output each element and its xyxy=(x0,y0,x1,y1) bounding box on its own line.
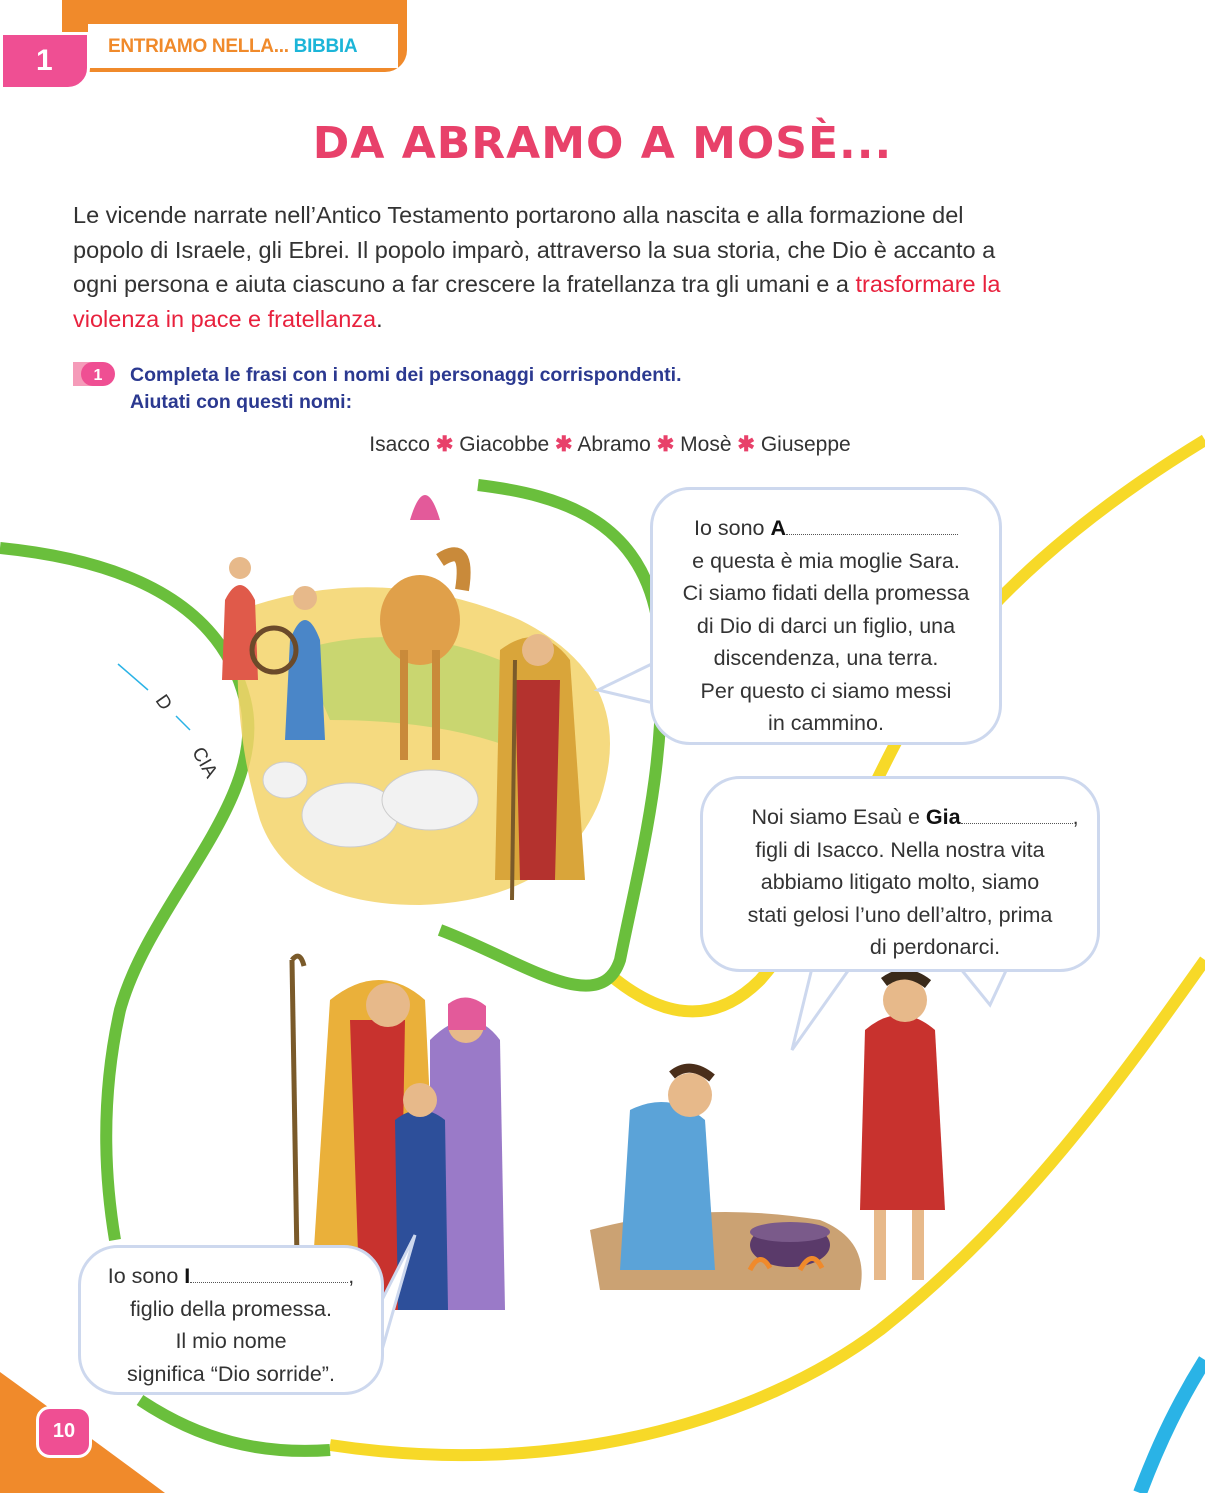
bubble-letter: Gia xyxy=(925,805,961,829)
bubble-line-fill xyxy=(81,1260,381,1293)
bubble-suffix: , xyxy=(348,1264,355,1288)
exercise-badge xyxy=(73,362,115,386)
name-item: Giuseppe xyxy=(760,433,851,456)
chapter-number: 1 xyxy=(36,44,53,77)
bubble-line: stati gelosi l’uno dell’altro, prima xyxy=(747,902,1053,927)
speech-bubble-giacobbe xyxy=(700,776,1100,972)
cyan-path xyxy=(1140,1360,1205,1493)
section-label-text: ENTRIAMO NELLA... xyxy=(108,36,289,57)
bubble-line-fill xyxy=(653,512,999,545)
bubble-prefix: Noi siamo Esaù e xyxy=(751,805,926,829)
speech-bubble-isacco xyxy=(78,1245,384,1395)
bubble-suffix: , xyxy=(1072,805,1079,829)
bubble-line: abbiamo litigato molto, siamo xyxy=(760,870,1040,894)
page-number: 10 xyxy=(52,1420,76,1442)
bubble-line: Ci siamo fidati della promessa xyxy=(682,581,970,605)
answer-blank[interactable] xyxy=(190,1262,348,1283)
bubble-line: in cammino. xyxy=(768,711,884,735)
bubble-line-fill xyxy=(703,801,1097,834)
intro-text: Le vicende narrate nell’Antico Testamento portarono alla nascita e alla formazione del popolo di Israele, gli Ebrei. Il popolo imparò, attraverso la sua storia, che Dio è accanto a ogni persona e aiuta ciascuno a far crescere la fratellanza tra gli umani e a xyxy=(73,202,996,297)
bubble-prefix: Io sono xyxy=(693,516,771,540)
answer-blank[interactable] xyxy=(961,803,1073,824)
name-item: Mosè xyxy=(680,433,732,456)
bubble-line: figlio della promessa. xyxy=(130,1296,332,1321)
exercise-instruction xyxy=(130,362,682,416)
section-label xyxy=(108,36,357,58)
intro-paragraph xyxy=(73,198,1023,336)
bubble-prefix: Io sono xyxy=(107,1264,185,1288)
speech-bubble-abramo xyxy=(650,487,1002,745)
exercise-number: 1 xyxy=(93,367,103,384)
bubble-letter: I xyxy=(184,1264,191,1288)
bubble-line: significa “Dio sorride”. xyxy=(127,1361,335,1386)
asterisk-icon: ✱ xyxy=(435,433,454,456)
page-title xyxy=(0,118,1205,169)
name-item: Isacco xyxy=(369,433,430,456)
page-title-text: DA ABRAMO A MOSÈ... xyxy=(312,118,893,169)
path-label-cia: CIA xyxy=(187,743,222,782)
instruction-line2: Aiutati con questi nomi: xyxy=(130,391,353,413)
bubble-line: Per questo ci siamo messi xyxy=(700,678,952,703)
bubble-line: di Dio di darci un figlio, una xyxy=(696,613,956,638)
bubble-line: figli di Isacco. Nella nostra vita xyxy=(755,837,1045,862)
instruction-line1: Completa le frasi con i nomi dei personaggi corrispondenti. xyxy=(130,364,682,386)
asterisk-icon: ✱ xyxy=(737,433,755,456)
bubble-line: Il mio nome xyxy=(175,1329,287,1353)
brothers-illustration xyxy=(590,974,945,1290)
name-item: Giacobbe xyxy=(459,433,550,456)
section-highlight: BIBBIA xyxy=(293,36,358,57)
intro-highlight: trasformare la violenza in pace e fratellanza xyxy=(73,271,1001,332)
asterisk-icon: ✱ xyxy=(555,433,573,456)
bubble-line: e questa è mia moglie Sara. xyxy=(692,548,960,573)
green-path-3 xyxy=(140,1400,330,1451)
bubble-line: discendenza, una terra. xyxy=(713,646,939,670)
answer-blank[interactable] xyxy=(786,514,958,535)
caravan-illustration xyxy=(222,495,610,905)
name-list xyxy=(0,432,1205,457)
green-path-2 xyxy=(0,548,248,1240)
bubble-letter: A xyxy=(770,516,787,540)
path-label-d: D xyxy=(150,691,176,715)
intro-end: . xyxy=(376,305,383,332)
name-item: Abramo xyxy=(577,433,651,456)
asterisk-icon: ✱ xyxy=(656,433,675,456)
bubble-line: di perdonarci. xyxy=(869,935,1001,959)
